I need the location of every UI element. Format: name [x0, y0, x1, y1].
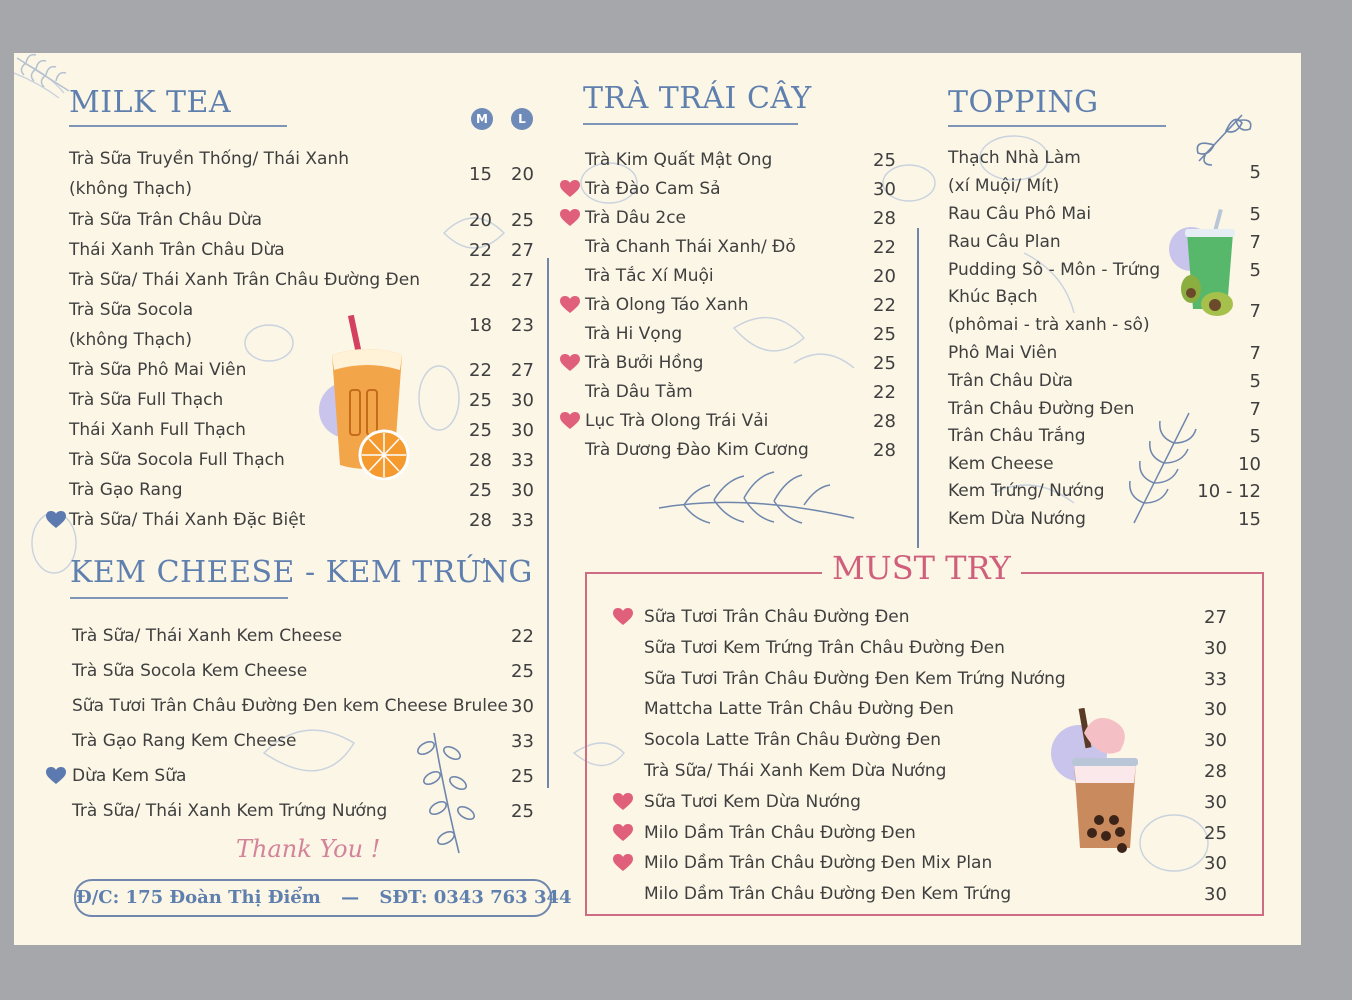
kem-cheese-item-name: Trà Sữa/ Thái Xanh Kem Trứng Nướng: [72, 801, 388, 821]
green-drink-illustration: [1169, 209, 1249, 324]
must-try-item-name: Milo Dầm Trân Châu Đường Đen: [644, 822, 916, 843]
must-try-item-name: Milo Dầm Trân Châu Đường Đen Mix Plan: [644, 853, 993, 874]
must-try-price: 28: [1204, 761, 1227, 782]
heart-icon: [560, 354, 580, 372]
topping-item-name: Trân Châu Trắng: [948, 426, 1086, 446]
price-m: 25: [469, 420, 492, 441]
topping-item-name: Thạch Nhà Làm: [948, 148, 1081, 168]
must-try-item-name: Sữa Tươi Kem Dừa Nướng: [644, 791, 861, 812]
fruit-tea-price: 25: [873, 150, 896, 171]
kem-cheese-item-name: Trà Sữa Socola Kem Cheese: [72, 661, 308, 681]
topping-heading: TOPPING: [948, 85, 1099, 120]
topping-price: 7: [1249, 301, 1261, 322]
milk-tea-item-name: Trà Sữa Trân Châu Dừa: [69, 210, 263, 230]
topping-price: 10: [1238, 454, 1261, 475]
heart-icon: [560, 412, 580, 430]
fruit-tea-item-name: Trà Hi Vọng: [585, 324, 683, 344]
milk-tea-underline: [69, 125, 287, 127]
topping-item-note: (xí Muội/ Mít): [948, 176, 1060, 196]
fruit-tea-price: 22: [873, 382, 896, 403]
contact-separator: —: [341, 887, 360, 908]
topping-item-name: Rau Câu Plan: [948, 232, 1061, 252]
fruit-tea-item-name: Trà Đào Cam Sả: [585, 179, 721, 199]
kem-cheese-item-name: Dừa Kem Sữa: [72, 766, 187, 786]
left-column-divider: [547, 258, 549, 788]
fruit-tea-item-name: Trà Kim Quất Mật Ong: [585, 150, 773, 170]
topping-item-name: Khúc Bạch: [948, 287, 1038, 307]
price-m: 22: [469, 270, 492, 291]
heart-icon: [613, 793, 633, 811]
contact-box: [74, 879, 572, 917]
topping-price: 7: [1249, 399, 1261, 420]
topping-price: 5: [1249, 260, 1261, 281]
fruit-tea-item-name: Trà Dâu Tằm: [585, 382, 693, 402]
price-m: 25: [469, 390, 492, 411]
milk-tea-item-name: Trà Sữa Phô Mai Viên: [69, 360, 247, 380]
fruit-tea-price: 28: [873, 208, 896, 229]
price-l: 27: [511, 240, 534, 261]
price-l: 27: [511, 360, 534, 381]
must-try-price: 25: [1204, 822, 1227, 844]
must-try-item-name: Milo Dầm Trân Châu Đường Đen Kem Trứng: [644, 884, 1012, 905]
topping-underline: [948, 125, 1166, 127]
price-m: 28: [469, 450, 492, 471]
price-l: 23: [511, 315, 534, 336]
price-m: 25: [469, 480, 492, 501]
price-l: 30: [511, 420, 534, 441]
topping-item-name: Kem Trứng/ Nướng: [948, 481, 1105, 501]
milk-tea-item-name: Trà Gạo Rang: [69, 480, 183, 500]
milk-tea-item-name: Trà Sữa Full Thạch: [69, 390, 224, 410]
fruit-tea-price: 22: [873, 295, 896, 316]
phone-text: SĐT: 0343 763 344: [379, 887, 572, 908]
fruit-tea-item-name: Trà Chanh Thái Xanh/ Đỏ: [585, 237, 796, 257]
topping-price: 5: [1249, 204, 1261, 225]
thank-you-signature: Thank You !: [236, 835, 381, 863]
topping-item-note: (phômai - trà xanh - sô): [948, 315, 1150, 335]
kem-cheese-underline: [70, 597, 288, 599]
milk-tea-item-name: Thái Xanh Trân Châu Dừa: [69, 240, 285, 260]
topping-price: 10 - 12: [1197, 481, 1261, 502]
must-try-price: 30: [1204, 853, 1227, 875]
price-m: 18: [469, 315, 492, 336]
must-try-price: 30: [1204, 730, 1227, 752]
must-try-item-name: Sữa Tươi Trân Châu Đường Đen Kem Trứng Nướng: [644, 668, 1066, 689]
fruit-tea-item-name: Trà Dương Đào Kim Cương: [585, 440, 809, 460]
kem-cheese-price: 22: [511, 626, 534, 647]
heart-icon: [560, 209, 580, 227]
kem-cheese-price: 25: [511, 766, 534, 787]
kem-cheese-price: 25: [511, 801, 534, 822]
price-l: 33: [511, 510, 534, 531]
must-try-heading: MUST TRY: [822, 549, 1021, 587]
topping-price: 7: [1249, 343, 1261, 364]
price-m: 15: [469, 164, 492, 185]
kem-cheese-heading: KEM CHEESE - KEM TRỨNG: [70, 555, 533, 590]
price-m: 22: [469, 360, 492, 381]
fruit-tea-item-name: Lục Trà Olong Trái Vải: [585, 411, 769, 431]
heart-icon: [560, 296, 580, 314]
price-l: 33: [511, 450, 534, 471]
must-try-price: 30: [1204, 791, 1227, 813]
must-try-item-name: Socola Latte Trân Châu Đường Đen: [644, 730, 942, 751]
price-l: 25: [511, 210, 534, 231]
fruit-tea-heading: TRÀ TRÁI CÂY: [583, 81, 812, 116]
milk-tea-item-name: Thái Xanh Full Thạch: [69, 420, 246, 440]
milk-tea-item-name: Trà Sữa Socola Full Thạch: [69, 450, 285, 470]
topping-item-name: Pudding Sô - Môn - Trứng: [948, 260, 1161, 280]
heart-icon: [560, 180, 580, 198]
milk-tea-heading: MILK TEA: [69, 85, 232, 120]
price-l: 30: [511, 480, 534, 501]
topping-price: 5: [1249, 371, 1261, 392]
kem-cheese-item-name: Trà Sữa/ Thái Xanh Kem Cheese: [72, 626, 343, 646]
kem-cheese-price: 30: [511, 696, 534, 717]
must-try-price: 30: [1204, 637, 1227, 659]
price-l: 30: [511, 390, 534, 411]
milk-tea-item-name: Trà Sữa Socola: [69, 300, 194, 320]
topping-item-name: Kem Dừa Nướng: [948, 509, 1086, 529]
price-l: 27: [511, 270, 534, 291]
kem-cheese-item-name: Trà Gạo Rang Kem Cheese: [72, 731, 297, 751]
fruit-tea-item-name: Trà Tắc Xí Muội: [585, 266, 714, 286]
heart-icon: [46, 767, 66, 785]
address-text: Đ/C: 175 Đoàn Thị Điểm: [76, 887, 321, 908]
size-m-badge: M: [471, 108, 493, 130]
price-l: 20: [511, 164, 534, 185]
fruit-tea-price: 22: [873, 237, 896, 258]
topping-price: 7: [1249, 232, 1261, 253]
heart-icon: [613, 854, 633, 872]
fruit-tea-price: 25: [873, 324, 896, 345]
topping-item-name: Rau Câu Phô Mai: [948, 204, 1092, 224]
must-try-item-name: Sữa Tươi Trân Châu Đường Đen: [644, 607, 910, 627]
topping-item-name: Trân Châu Dừa: [948, 371, 1073, 391]
milk-tea-item-name: Trà Sữa Truyền Thống/ Thái Xanh: [69, 149, 350, 169]
heart-icon: [613, 608, 633, 626]
fruit-tea-price: 28: [873, 411, 896, 432]
topping-item-name: Kem Cheese: [948, 454, 1054, 474]
topping-divider: [917, 228, 919, 548]
must-try-price: 27: [1204, 607, 1227, 628]
topping-price: 15: [1238, 509, 1261, 530]
price-m: 22: [469, 240, 492, 261]
milk-tea-item-name: Trà Sữa/ Thái Xanh Đặc Biệt: [69, 510, 306, 530]
heart-icon: [613, 824, 633, 842]
milk-tea-item-name: Trà Sữa/ Thái Xanh Trân Châu Đường Đen: [69, 270, 420, 290]
menu-sheet: [14, 53, 1301, 945]
topping-item-name: Phô Mai Viên: [948, 343, 1058, 363]
kem-cheese-price: 25: [511, 661, 534, 682]
kem-cheese-item-name: Sữa Tươi Trân Châu Đường Đen kem Cheese Brulee: [72, 696, 508, 716]
size-l-badge: L: [511, 108, 533, 130]
orange-drink-illustration: [312, 315, 422, 480]
must-try-price: 30: [1204, 884, 1227, 906]
fruit-tea-price: 30: [873, 179, 896, 200]
must-try-price: 33: [1204, 668, 1227, 690]
fruit-tea-item-name: Trà Dâu 2ce: [585, 208, 687, 228]
kem-cheese-price: 33: [511, 731, 534, 752]
topping-price: 5: [1249, 162, 1261, 183]
fruit-tea-underline: [583, 123, 798, 125]
milk-tea-item-note: (không Thạch): [69, 330, 192, 350]
fruit-tea-price: 20: [873, 266, 896, 287]
must-try-item-name: Sữa Tươi Kem Trứng Trân Châu Đường Đen: [644, 637, 1005, 658]
fruit-tea-item-name: Trà Olong Táo Xanh: [585, 295, 749, 315]
must-try-price: 30: [1204, 699, 1227, 721]
price-m: 28: [469, 510, 492, 531]
must-try-item-name: Mattcha Latte Trân Châu Đường Đen: [644, 699, 954, 720]
fruit-tea-price: 28: [873, 440, 896, 461]
must-try-item-name: Trà Sữa/ Thái Xanh Kem Dừa Nướng: [644, 761, 947, 781]
price-m: 20: [469, 210, 492, 231]
fruit-tea-item-name: Trà Bưởi Hồng: [585, 353, 704, 373]
topping-item-name: Trân Châu Đường Đen: [948, 399, 1135, 419]
fruit-tea-price: 25: [873, 353, 896, 374]
topping-price: 5: [1249, 426, 1261, 447]
milk-tea-item-note: (không Thạch): [69, 179, 192, 199]
heart-icon: [46, 511, 66, 529]
